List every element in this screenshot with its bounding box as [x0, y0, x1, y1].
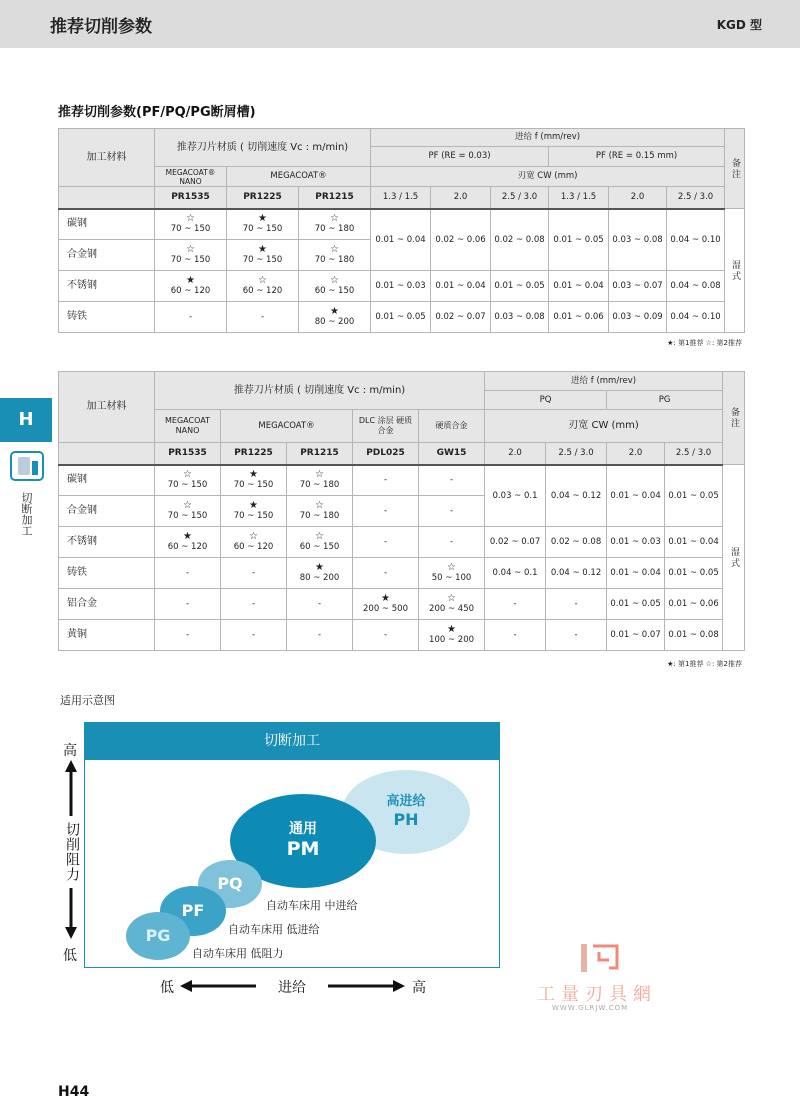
speed-cell	[155, 620, 221, 651]
speed-cell	[155, 558, 221, 589]
speed-cell	[221, 496, 287, 527]
feed-cell: 0.03 ~ 0.07	[609, 271, 667, 302]
recommend-star: ☆	[315, 531, 324, 542]
feed-cell: 0.01 ~ 0.07	[607, 620, 665, 651]
pg-header: PG	[607, 391, 723, 410]
speed-range: -	[383, 567, 388, 578]
grade-header: PR1535	[155, 443, 221, 465]
y-axis-label: 切削阻力	[64, 822, 80, 882]
speed-cell	[287, 527, 353, 558]
material-cell: 合金钢	[59, 496, 155, 527]
recommend-star: ☆	[183, 469, 192, 481]
material-cell: 不锈钢	[59, 527, 155, 558]
speed-range: 70 ~ 150	[170, 224, 211, 235]
speed-range: -	[383, 505, 388, 516]
feed-cell: 0.01 ~ 0.03	[607, 527, 665, 558]
ph-caption: 高进给	[386, 794, 426, 809]
speed-range: -	[383, 629, 388, 640]
table-row	[59, 465, 745, 496]
pf-re015-header: PF (RE = 0.15 mm)	[549, 147, 725, 167]
recommend-star: ☆	[447, 593, 456, 604]
grade-header: PR1225	[221, 443, 287, 465]
speed-range: 60 ~ 150	[299, 542, 340, 552]
recommend-star: ★	[183, 531, 192, 542]
speed-range: 70 ~ 150	[167, 480, 208, 491]
width-header: 2.5 / 3.0	[667, 187, 725, 209]
width-header: 2.5 / 3.0	[665, 443, 723, 465]
speed-range: 70 ~ 150	[242, 224, 283, 235]
speed-cell	[155, 527, 221, 558]
y-axis-up-arrow	[64, 760, 78, 816]
x-axis-low: 低	[160, 980, 174, 996]
speed-cell	[419, 558, 485, 589]
section-title: 推荐切削参数(PF/PQ/PG断屑槽)	[58, 105, 256, 120]
speed-range: -	[317, 598, 322, 609]
feed-cell: 0.01 ~ 0.08	[665, 620, 723, 651]
coat-nano-header: MEGACOAT NANO	[155, 410, 221, 443]
feed-cell: -	[546, 620, 607, 651]
speed-cell	[353, 496, 419, 527]
feed-cell: 0.01 ~ 0.06	[549, 302, 609, 333]
feed-cell: 0.03 ~ 0.1	[485, 465, 546, 527]
speed-cell	[419, 496, 485, 527]
feed-cell: 0.01 ~ 0.05	[491, 271, 549, 302]
coat-header: MEGACOAT®	[221, 410, 353, 443]
material-spacer	[59, 443, 155, 465]
speed-range: 200 ~ 500	[363, 604, 408, 614]
recommend-star: ★	[249, 500, 258, 511]
feed-cell: 0.02 ~ 0.08	[546, 527, 607, 558]
insert-grade-header: 推荐刀片材质 ( 切削速度 Vc : m/min)	[155, 372, 485, 410]
speed-cell	[227, 302, 299, 333]
side-section-label: 切断加工	[20, 492, 33, 536]
feed-cell: -	[485, 589, 546, 620]
speed-cell	[287, 589, 353, 620]
insert-grade-header: 推荐刀片材质 ( 切削速度 Vc : m/min)	[155, 129, 371, 167]
speed-range: 70 ~ 180	[314, 224, 355, 235]
speed-cell	[155, 209, 227, 240]
material-header: 加工材料	[59, 372, 155, 443]
speed-range: -	[251, 567, 256, 578]
coat-header: MEGACOAT®	[227, 167, 371, 187]
speed-cell	[353, 527, 419, 558]
speed-range: 70 ~ 150	[233, 511, 274, 521]
pm-label: PM	[286, 838, 320, 860]
speed-range: 60 ~ 120	[242, 286, 283, 296]
recommend-star: ☆	[186, 244, 195, 255]
speed-cell	[419, 589, 485, 620]
feed-cell: 0.02 ~ 0.06	[431, 209, 491, 271]
speed-cell	[227, 271, 299, 302]
speed-range: 60 ~ 120	[233, 542, 274, 552]
pf-re003-header: PF (RE = 0.03)	[371, 147, 549, 167]
recommend-star: ★	[381, 593, 390, 604]
dlc-header: DLC 涂层 硬质合金	[353, 410, 419, 443]
cutting-params-table-1	[58, 128, 745, 333]
grade-header: PR1225	[227, 187, 299, 209]
section-tab-h[interactable]: H	[0, 398, 52, 442]
speed-cell	[299, 209, 371, 240]
speed-cell	[287, 496, 353, 527]
pg-note: 自动车床用 低阻力	[192, 947, 284, 960]
speed-range: 60 ~ 120	[167, 542, 208, 552]
grade-header: GW15	[419, 443, 485, 465]
recommend-star: ★	[330, 306, 339, 317]
width-header: 2.5 / 3.0	[546, 443, 607, 465]
recommend-star: ☆	[315, 500, 324, 511]
remark-cell: 湿式	[723, 465, 745, 651]
speed-cell	[299, 271, 371, 302]
feed-cell: 0.01 ~ 0.04	[607, 558, 665, 589]
speed-range: -	[251, 629, 256, 640]
feed-cell: 0.04 ~ 0.10	[667, 209, 725, 271]
diagram-title: 适用示意图	[60, 694, 115, 707]
page-header	[0, 0, 800, 48]
feed-cell: 0.03 ~ 0.09	[609, 302, 667, 333]
speed-range: 60 ~ 150	[314, 286, 355, 296]
speed-range: -	[383, 474, 388, 485]
grade-header: PDL025	[353, 443, 419, 465]
feed-cell: 0.01 ~ 0.05	[665, 558, 723, 589]
material-cell: 黄铜	[59, 620, 155, 651]
speed-range: 70 ~ 150	[170, 255, 211, 265]
speed-cell	[155, 465, 221, 496]
remark-header: 备注	[725, 129, 745, 209]
speed-cell	[287, 465, 353, 496]
speed-cell	[419, 527, 485, 558]
speed-range: 80 ~ 200	[314, 317, 355, 327]
pf-label: PF	[181, 901, 205, 920]
cutting-params-table-2	[58, 371, 745, 651]
recommend-star: ★	[315, 562, 324, 573]
pf-note: 自动车床用 低进给	[228, 923, 320, 936]
width-header: 2.0	[609, 187, 667, 209]
speed-range: 70 ~ 150	[242, 255, 283, 265]
width-header: 2.0	[607, 443, 665, 465]
recommend-star: ☆	[315, 469, 324, 481]
grade-header: PR1215	[287, 443, 353, 465]
feed-cell: 0.01 ~ 0.05	[371, 302, 431, 333]
speed-range: 60 ~ 120	[170, 286, 211, 296]
speed-range: 70 ~ 180	[299, 511, 340, 521]
speed-cell	[299, 240, 371, 271]
x-axis-left-arrow	[180, 979, 256, 993]
material-cell: 碳钢	[59, 209, 155, 240]
recommend-star: ★	[258, 244, 267, 255]
width-header: 2.0	[485, 443, 546, 465]
watermark-text: 工量刃具網	[537, 984, 657, 1005]
speed-range: 70 ~ 150	[167, 511, 208, 521]
feed-header: 进给 f (mm/rev)	[485, 372, 723, 391]
table-row	[59, 589, 745, 620]
feed-cell: 0.04 ~ 0.10	[667, 302, 725, 333]
recommend-star: ☆	[330, 244, 339, 255]
recommend-star: ☆	[330, 213, 339, 225]
speed-range: 50 ~ 100	[431, 573, 472, 583]
speed-range: -	[260, 311, 265, 322]
speed-cell	[221, 527, 287, 558]
material-cell: 不锈钢	[59, 271, 155, 302]
pg-label: PG	[145, 926, 171, 945]
speed-cell	[287, 620, 353, 651]
insert-type-label: KGD 型	[716, 18, 762, 32]
speed-cell	[287, 558, 353, 589]
material-cell: 合金钢	[59, 240, 155, 271]
speed-range: 80 ~ 200	[299, 573, 340, 583]
ph-label: PH	[393, 810, 419, 829]
recommend-star: ★	[258, 213, 267, 225]
watermark-logo-icon	[579, 942, 623, 974]
pq-header: PQ	[485, 391, 607, 410]
speed-cell	[353, 589, 419, 620]
x-axis-right-arrow	[328, 979, 406, 993]
speed-range: -	[185, 629, 190, 640]
feed-cell: 0.01 ~ 0.04	[665, 527, 723, 558]
speed-range: -	[185, 567, 190, 578]
speed-cell	[227, 209, 299, 240]
speed-cell	[221, 620, 287, 651]
feed-cell: 0.02 ~ 0.07	[431, 302, 491, 333]
speed-cell	[353, 558, 419, 589]
speed-cell	[353, 465, 419, 496]
feed-cell: 0.01 ~ 0.04	[431, 271, 491, 302]
remark-cell: 湿式	[725, 209, 745, 333]
material-cell: 铸铁	[59, 302, 155, 333]
grade-header: PR1535	[155, 187, 227, 209]
feed-cell: 0.01 ~ 0.05	[665, 465, 723, 527]
speed-range: -	[383, 536, 388, 547]
star-legend: ★: 第1推荐 ☆: 第2推荐	[667, 339, 742, 347]
recommend-star: ★	[249, 469, 258, 481]
speed-cell	[155, 240, 227, 271]
recommend-star: ★	[447, 624, 456, 635]
speed-cell	[221, 465, 287, 496]
speed-range: 100 ~ 200	[429, 635, 475, 645]
speed-range: -	[449, 536, 454, 547]
recommend-star: ☆	[330, 275, 339, 286]
cw-header: 刃宽 CW (mm)	[371, 167, 725, 187]
speed-range: -	[317, 629, 322, 640]
material-cell: 铝合金	[59, 589, 155, 620]
y-axis-low: 低	[63, 948, 77, 964]
speed-range: 70 ~ 180	[314, 255, 355, 265]
speed-cell	[155, 271, 227, 302]
feed-cell: 0.02 ~ 0.08	[491, 209, 549, 271]
feed-cell: 0.03 ~ 0.08	[609, 209, 667, 271]
speed-range: -	[185, 598, 190, 609]
feed-cell: -	[546, 589, 607, 620]
recommend-star: ☆	[258, 275, 267, 286]
pg-chipbreaker-bubble	[126, 912, 190, 960]
speed-cell	[227, 240, 299, 271]
width-header: 2.5 / 3.0	[491, 187, 549, 209]
pm-caption: 通用	[289, 821, 317, 837]
width-header: 1.3 / 1.5	[371, 187, 431, 209]
speed-range: -	[251, 598, 256, 609]
cutoff-tool-icon	[10, 451, 44, 481]
width-header: 1.3 / 1.5	[549, 187, 609, 209]
page-title: 推荐切削参数	[50, 17, 152, 37]
speed-range: -	[449, 505, 454, 516]
speed-range: -	[188, 311, 193, 322]
carbide-header: 硬质合金	[419, 410, 485, 443]
feed-cell: 0.04 ~ 0.08	[667, 271, 725, 302]
material-spacer	[59, 187, 155, 209]
grade-header: PR1215	[299, 187, 371, 209]
page-number: H44	[58, 1084, 90, 1100]
speed-range: -	[449, 474, 454, 485]
recommend-star: ★	[186, 275, 195, 286]
star-legend: ★: 第1推荐 ☆: 第2推荐	[667, 660, 742, 668]
feed-cell: 0.01 ~ 0.04	[371, 209, 431, 271]
speed-range: 200 ~ 450	[429, 604, 475, 614]
diagram-header: 切断加工	[84, 722, 500, 760]
watermark-url: WWW.GLRJW.COM	[552, 1004, 629, 1012]
speed-range: 70 ~ 150	[233, 480, 274, 491]
recommend-star: ☆	[186, 213, 195, 225]
feed-cell: 0.01 ~ 0.04	[549, 271, 609, 302]
speed-cell	[299, 302, 371, 333]
table-row	[59, 527, 745, 558]
y-axis-down-arrow	[64, 888, 78, 940]
feed-cell: 0.01 ~ 0.06	[665, 589, 723, 620]
x-axis-high: 高	[412, 980, 426, 996]
feed-cell: 0.02 ~ 0.07	[485, 527, 546, 558]
feed-cell: 0.01 ~ 0.05	[607, 589, 665, 620]
speed-cell	[155, 302, 227, 333]
speed-cell	[419, 465, 485, 496]
feed-cell: 0.04 ~ 0.12	[546, 465, 607, 527]
coat-nano-header: MEGACOAT® NANO	[155, 167, 227, 187]
x-axis-label: 进给	[278, 980, 306, 996]
pq-label: PQ	[217, 874, 243, 893]
table-row	[59, 620, 745, 651]
pq-note: 自动车床用 中进给	[266, 899, 358, 912]
feed-cell: 0.01 ~ 0.04	[607, 465, 665, 527]
feed-cell: 0.04 ~ 0.1	[485, 558, 546, 589]
speed-cell	[155, 589, 221, 620]
width-header: 2.0	[431, 187, 491, 209]
feed-cell: -	[485, 620, 546, 651]
feed-cell: 0.01 ~ 0.03	[371, 271, 431, 302]
speed-cell	[419, 620, 485, 651]
recommend-star: ☆	[249, 531, 258, 542]
speed-cell	[221, 558, 287, 589]
y-axis-high: 高	[63, 743, 77, 759]
recommend-star: ☆	[183, 500, 192, 511]
speed-cell	[221, 589, 287, 620]
feed-cell: 0.03 ~ 0.08	[491, 302, 549, 333]
feed-header: 进给 f (mm/rev)	[371, 129, 725, 147]
material-header: 加工材料	[59, 129, 155, 187]
cw-header: 刃宽 CW (mm)	[485, 410, 723, 443]
recommend-star: ☆	[447, 562, 456, 573]
feed-cell: 0.01 ~ 0.05	[549, 209, 609, 271]
material-cell: 碳钢	[59, 465, 155, 496]
speed-cell	[353, 620, 419, 651]
feed-cell: 0.04 ~ 0.12	[546, 558, 607, 589]
table-row	[59, 558, 745, 589]
remark-header: 备注	[723, 372, 745, 465]
speed-cell	[155, 496, 221, 527]
speed-range: 70 ~ 180	[299, 480, 340, 491]
material-cell: 铸铁	[59, 558, 155, 589]
